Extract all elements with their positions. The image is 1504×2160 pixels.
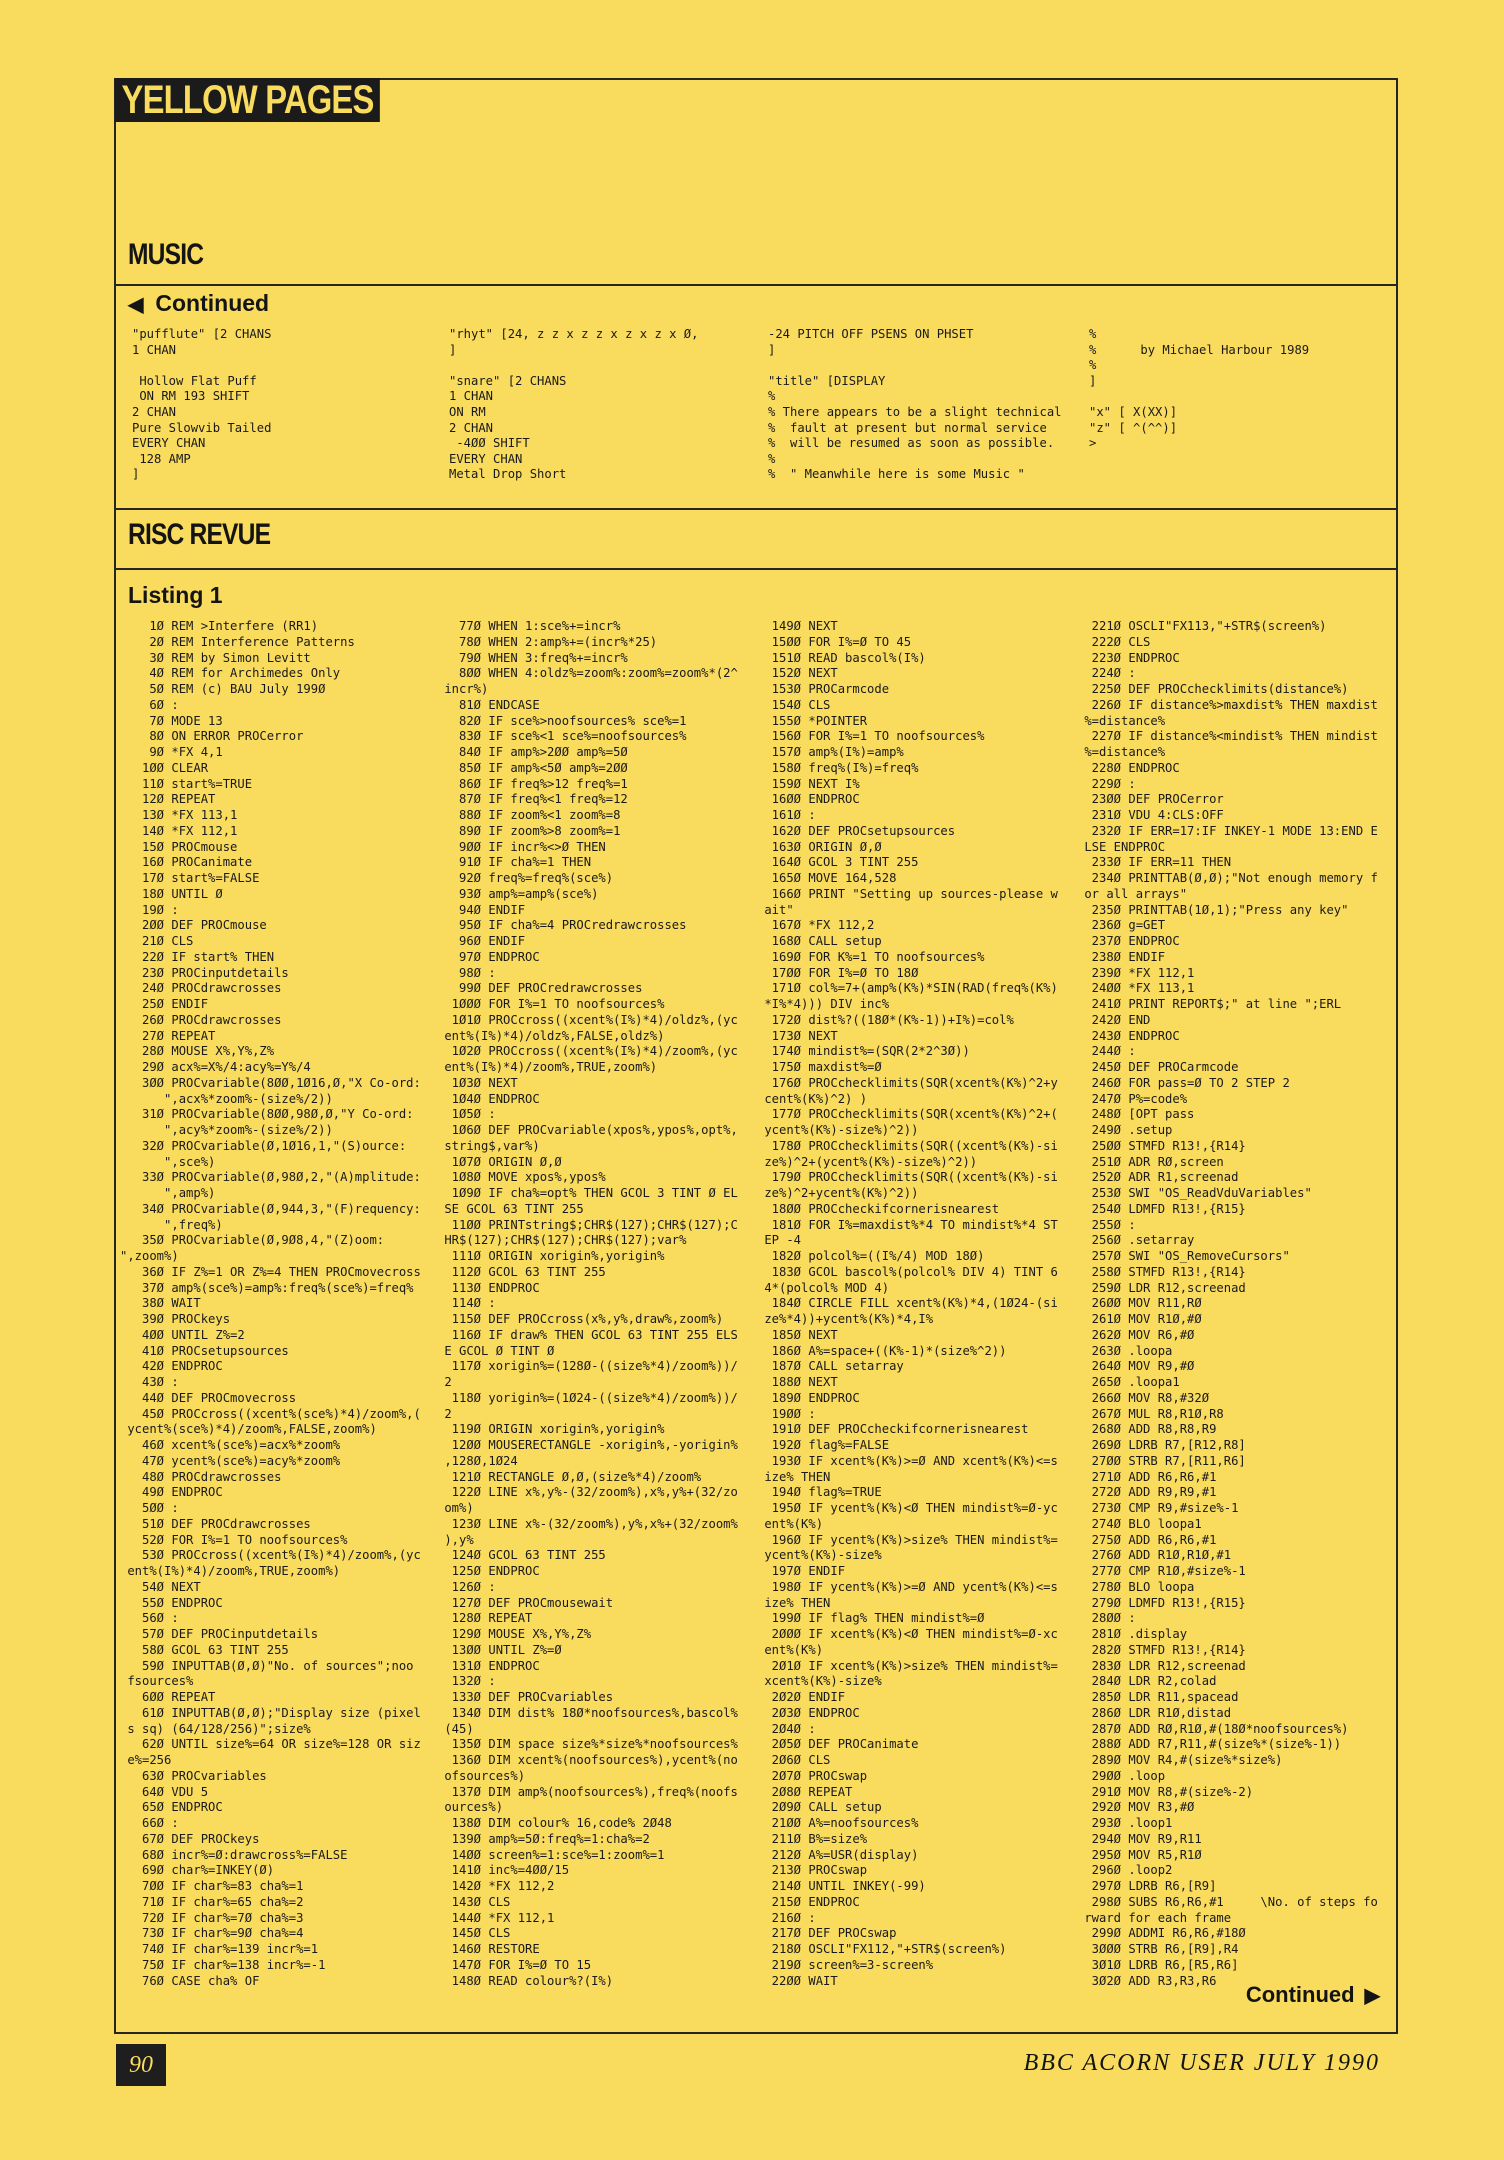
music-continued-text: Continued [155, 290, 270, 316]
listing-continued-text: Continued [1245, 1982, 1355, 2007]
right-arrow-icon: ▶ [1364, 1985, 1380, 2007]
music-column-3: -24 PITCH OFF PSENS ON PHSET ] "title" [DISPLAY % % There appears to be a slight technical % fault at present but normal service % will be resumed as soon as possible. % % " Meanwhile here is some Music " [768, 327, 1062, 482]
risc-rule [114, 568, 1398, 570]
listing-column-4: 221Ø OSCLI"FX113,"+STR$(screen%) 222Ø CLS 223Ø ENDPROC 224Ø : 225Ø DEF PROCchecklimits(distance%) 226Ø IF distance%>maxdist% THEN maxdist %=distance% 227Ø IF distance%<mindist% THEN mindist %=distance% 228Ø ENDPROC 229Ø : 23ØØ DEF PROCerror 231Ø VDU 4:CLS:OFF 232Ø IF ERR=17:IF INKEY-1 MODE 13:END E LSE ENDPROC 233Ø IF ERR=11 THEN 234Ø PRINTTAB(Ø,Ø);"Not enough memory f or all arrays" 235Ø PRINTTAB(1Ø,1);"Press any key" 236Ø g=GET 237Ø ENDPROC 238Ø ENDIF 239Ø *FX 112,1 24ØØ *FX 113,1 241Ø PRINT REPORT$;" at line ";ERL 242Ø END 243Ø ENDPROC 244Ø : 245Ø DEF PROCarmcode 246Ø FOR pass=Ø TO 2 STEP 2 247Ø P%=code% 248Ø [OPT pass 249Ø .setup 25ØØ STMFD R13!,{R14} 251Ø ADR RØ,screen 252Ø ADR R1,screenad 253Ø SWI "OS_ReadVduVariables" 254Ø LDMFD R13!,{R15} 255Ø : 256Ø .setarray 257Ø SWI "OS_RemoveCursors" 258Ø STMFD R13!,{R14} 259Ø LDR R12,screenad 26ØØ MOV R11,RØ 261Ø MOV R1Ø,#Ø 262Ø MOV R6,#Ø 263Ø .loopa 264Ø MOV R9,#Ø 265Ø .loopa1 266Ø MOV R8,#32Ø 267Ø MUL R8,R1Ø,R8 268Ø ADD R8,R8,R9 269Ø LDRB R7,[R12,R8] 27ØØ STRB R7,[R11,R6] 271Ø ADD R6,R6,#1 272Ø ADD R9,R9,#1 273Ø CMP R9,#size%-1 274Ø BLO loopa1 275Ø ADD R6,R6,#1 276Ø ADD R1Ø,R1Ø,#1 277Ø CMP R1Ø,#size%-1 278Ø BLO loopa 279Ø LDMFD R13!,{R15} 28ØØ : 281Ø .display 282Ø STMFD R13!,{R14} 283Ø LDR R12,screenad 284Ø LDR R2,colad 285Ø LDR R11,spacead 286Ø LDR R1Ø,distad 287Ø ADD RØ,R1Ø,#(18Ø*noofsources%) 288Ø ADD R7,R11,#(size%*(size%-1)) 289Ø MOV R4,#(size%*size%) 29ØØ .loop 291Ø MOV R8,#(size%-2) 292Ø MOV R3,#Ø 293Ø .loop1 294Ø MOV R9,R11 295Ø MOV R5,R1Ø 296Ø .loop2 297Ø LDRB R6,[R9] 298Ø SUBS R6,R6,#1 \No. of steps fo rward for each frame 299Ø ADDMI R6,R6,#18Ø 3ØØØ STRB R6,[R9],R4 3Ø1Ø LDRB R6,[R5,R6] 3Ø2Ø ADD R3,R3,R6 [1084, 619, 1378, 1988]
listing-column-3: 149Ø NEXT 15ØØ FOR I%=Ø TO 45 151Ø READ bascol%(I%) 152Ø NEXT 153Ø PROCarmcode 154Ø CLS 155Ø *POINTER 156Ø FOR I%=1 TO noofsources% 157Ø amp%(I%)=amp% 158Ø freq%(I%)=freq% 159Ø NEXT I% 16ØØ ENDPROC 161Ø : 162Ø DEF PROCsetupsources 163Ø ORIGIN Ø,Ø 164Ø GCOL 3 TINT 255 165Ø MOVE 164,528 166Ø PRINT "Setting up sources-please w ait" 167Ø *FX 112,2 168Ø CALL setup 169Ø FOR K%=1 TO noofsources% 17ØØ FOR I%=Ø TO 18Ø 171Ø col%=7+(amp%(K%)*SIN(RAD(freq%(K%) *I%*4))) DIV inc% 172Ø dist%?((18Ø*(K%-1))+I%)=col% 173Ø NEXT 174Ø mindist%=(SQR(2*2^3Ø)) 175Ø maxdist%=Ø 176Ø PROCchecklimits(SQR(xcent%(K%)^2+y cent%(K%)^2) ) 177Ø PROCchecklimits(SQR(xcent%(K%)^2+( ycent%(K%)-size%)^2)) 178Ø PROCchecklimits(SQR((xcent%(K%)-si ze%)^2+(ycent%(K%)-size%)^2)) 179Ø PROCchecklimits(SQR((xcent%(K%)-si ze%)^2+ycent%(K%)^2)) 18ØØ PROCcheckifcornerisnearest 181Ø FOR I%=maxdist%*4 TO mindist%*4 ST EP -4 182Ø polcol%=((I%/4) MOD 18Ø) 183Ø GCOL bascol%(polcol% DIV 4) TINT 6 4*(polcol% MOD 4) 184Ø CIRCLE FILL xcent%(K%)*4,(1Ø24-(si ze%*4))+ycent%(K%)*4,I% 185Ø NEXT 186Ø A%=space+((K%-1)*(size%^2)) 187Ø CALL setarray 188Ø NEXT 189Ø ENDPROC 19ØØ : 191Ø DEF PROCcheckifcornerisnearest 192Ø flag%=FALSE 193Ø IF xcent%(K%)>=Ø AND xcent%(K%)<=s ize% THEN 194Ø flag%=TRUE 195Ø IF ycent%(K%)<Ø THEN mindist%=Ø-yc ent%(K%) 196Ø IF ycent%(K%)>size% THEN mindist%= ycent%(K%)-size% 197Ø ENDIF 198Ø IF ycent%(K%)>=Ø AND ycent%(K%)<=s ize% THEN 199Ø IF flag% THEN mindist%=Ø 2ØØØ IF xcent%(K%)<Ø THEN mindist%=Ø-xc ent%(K%) 2Ø1Ø IF xcent%(K%)>size% THEN mindist%= xcent%(K%)-size% 2Ø2Ø ENDIF 2Ø3Ø ENDPROC 2Ø4Ø : 2Ø5Ø DEF PROCanimate 2Ø6Ø CLS 2Ø7Ø PROCswap 2Ø8Ø REPEAT 2Ø9Ø CALL setup 21ØØ A%=noofsources% 211Ø B%=size% 212Ø A%=USR(display) 213Ø PROCswap 214Ø UNTIL INKEY(-99) 215Ø ENDPROC 216Ø : 217Ø DEF PROCswap 218Ø OSCLI"FX112,"+STR$(screen%) 219Ø screen%=3-screen% 22ØØ WAIT [764, 619, 1058, 1988]
listing-title: Listing 1 [128, 582, 223, 608]
left-arrow-icon: ◀ [128, 294, 144, 316]
masthead: YELLOW PAGES [115, 78, 380, 122]
music-continued-label [128, 290, 269, 317]
music-column-1: "pufflute" [2 CHANS 1 CHAN Hollow Flat Puff ON RM 193 SHIFT 2 CHAN Pure Slowvib Tailed EVERY CHAN 128 AMP ] [132, 327, 272, 482]
music-rule [114, 284, 1398, 286]
listing-column-2: 77Ø WHEN 1:sce%+=incr% 78Ø WHEN 2:amp%+=(incr%*25) 79Ø WHEN 3:freq%+=incr% 8ØØ WHEN 4:oldz%=zoom%:zoom%=zoom%*(2^ incr%) 81Ø ENDCASE 82Ø IF sce%>noofsources% sce%=1 83Ø IF sce%<1 sce%=noofsources% 84Ø IF amp%>2ØØ amp%=5Ø 85Ø IF amp%<5Ø amp%=2ØØ 86Ø IF freq%>12 freq%=1 87Ø IF freq%<1 freq%=12 88Ø IF zoom%<1 zoom%=8 89Ø IF zoom%>8 zoom%=1 9ØØ IF incr%<>Ø THEN 91Ø IF cha%=1 THEN 92Ø freq%=freq%(sce%) 93Ø amp%=amp%(sce%) 94Ø ENDIF 95Ø IF cha%=4 PROCredrawcrosses 96Ø ENDIF 97Ø ENDPROC 98Ø : 99Ø DEF PROCredrawcrosses 1ØØØ FOR I%=1 TO noofsources% 1Ø1Ø PROCcross((xcent%(I%)*4)/oldz%,(yc ent%(I%)*4)/oldz%,FALSE,oldz%) 1Ø2Ø PROCcross((xcent%(I%)*4)/zoom%,(yc ent%(I%)*4)/zoom%,TRUE,zoom%) 1Ø3Ø NEXT 1Ø4Ø ENDPROC 1Ø5Ø : 1Ø6Ø DEF PROCvariable(xpos%,ypos%,opt%, string$,var%) 1Ø7Ø ORIGIN Ø,Ø 1Ø8Ø MOVE xpos%,ypos% 1Ø9Ø IF cha%=opt% THEN GCOL 3 TINT Ø EL SE GCOL 63 TINT 255 11ØØ PRINTstring$;CHR$(127);CHR$(127);C HR$(127);CHR$(127);CHR$(127);var% 111Ø ORIGIN xorigin%,yorigin% 112Ø GCOL 63 TINT 255 113Ø ENDPROC 114Ø : 115Ø DEF PROCcross(x%,y%,draw%,zoom%) 116Ø IF draw% THEN GCOL 63 TINT 255 ELS E GCOL Ø TINT Ø 117Ø xorigin%=(128Ø-((size%*4)/zoom%))/ 2 118Ø yorigin%=(1Ø24-((size%*4)/zoom%))/ 2 119Ø ORIGIN xorigin%,yorigin% 12ØØ MOUSERECTANGLE -xorigin%,-yorigin% ,128Ø,1Ø24 121Ø RECTANGLE Ø,Ø,(size%*4)/zoom% 122Ø LINE x%,y%-(32/zoom%),x%,y%+(32/zo om%) 123Ø LINE x%-(32/zoom%),y%,x%+(32/zoom% ),y% 124Ø GCOL 63 TINT 255 125Ø ENDPROC 126Ø : 127Ø DEF PROCmousewait 128Ø REPEAT 129Ø MOUSE X%,Y%,Z% 13ØØ UNTIL Z%=Ø 131Ø ENDPROC 132Ø : 133Ø DEF PROCvariables 134Ø DIM dist% 18Ø*noofsources%,bascol% (45) 135Ø DIM space size%*size%*noofsources% 136Ø DIM xcent%(noofsources%),ycent%(no ofsources%) 137Ø DIM amp%(noofsources%),freq%(noofs ources%) 138Ø DIM colour% 16,code% 2Ø48 139Ø amp%=5Ø:freq%=1:cha%=2 14ØØ screen%=1:sce%=1:zoom%=1 141Ø inc%=4ØØ/15 142Ø *FX 112,2 143Ø CLS 144Ø *FX 112,1 145Ø CLS 146Ø RESTORE 147Ø FOR I%=Ø TO 15 148Ø READ colour%?(I%) [444, 619, 738, 1988]
music-column-4: % % by Michael Harbour 1989 % ] "x" [ X(XX)] "z" [ ^(^^)] > [1089, 327, 1310, 451]
music-bottom-rule [114, 508, 1398, 510]
listing-column-1: 1Ø REM >Interfere (RR1) 2Ø REM Interference Patterns 3Ø REM by Simon Levitt 4Ø REM for Archimedes Only 5Ø REM (c) BAU July 199Ø 6Ø : 7Ø MODE 13 8Ø ON ERROR PROCerror 9Ø *FX 4,1 1ØØ CLEAR 11Ø start%=TRUE 12Ø REPEAT 13Ø *FX 113,1 14Ø *FX 112,1 15Ø PROCmouse 16Ø PROCanimate 17Ø start%=FALSE 18Ø UNTIL Ø 19Ø : 2ØØ DEF PROCmouse 21Ø CLS 22Ø IF start% THEN 23Ø PROCinputdetails 24Ø PROCdrawcrosses 25Ø ENDIF 26Ø PROCdrawcrosses 27Ø REPEAT 28Ø MOUSE X%,Y%,Z% 29Ø acx%=X%/4:acy%=Y%/4 3ØØ PROCvariable(8ØØ,1Ø16,Ø,"X Co-ord: ",acx%*zoom%-(size%/2)) 31Ø PROCvariable(8ØØ,98Ø,Ø,"Y Co-ord: ",acy%*zoom%-(size%/2)) 32Ø PROCvariable(Ø,1Ø16,1,"(S)ource: ",sce%) 33Ø PROCvariable(Ø,98Ø,2,"(A)mplitude: ",amp%) 34Ø PROCvariable(Ø,944,3,"(F)requency: ",freq%) 35Ø PROCvariable(Ø,9Ø8,4,"(Z)oom: ",zoom%) 36Ø IF Z%=1 OR Z%=4 THEN PROCmovecross 37Ø amp%(sce%)=amp%:freq%(sce%)=freq% 38Ø WAIT 39Ø PROCkeys 4ØØ UNTIL Z%=2 41Ø PROCsetupsources 42Ø ENDPROC 43Ø : 44Ø DEF PROCmovecross 45Ø PROCcross((xcent%(sce%)*4)/zoom%,( ycent%(sce%)*4)/zoom%,FALSE,zoom%) 46Ø xcent%(sce%)=acx%*zoom% 47Ø ycent%(sce%)=acy%*zoom% 48Ø PROCdrawcrosses 49Ø ENDPROC 5ØØ : 51Ø DEF PROCdrawcrosses 52Ø FOR I%=1 TO noofsources% 53Ø PROCcross((xcent%(I%)*4)/zoom%,(yc ent%(I%)*4)/zoom%,TRUE,zoom%) 54Ø NEXT 55Ø ENDPROC 56Ø : 57Ø DEF PROCinputdetails 58Ø GCOL 63 TINT 255 59Ø INPUTTAB(Ø,Ø)"No. of sources";noo fsources% 6ØØ REPEAT 61Ø INPUTTAB(Ø,Ø);"Display size (pixel s sq) (64/128/256)";size% 62Ø UNTIL size%=64 OR size%=128 OR siz e%=256 63Ø PROCvariables 64Ø VDU 5 65Ø ENDPROC 66Ø : 67Ø DEF PROCkeys 68Ø incr%=Ø:drawcross%=FALSE 69Ø char%=INKEY(Ø) 7ØØ IF char%=83 cha%=1 71Ø IF char%=65 cha%=2 72Ø IF char%=7Ø cha%=3 73Ø IF char%=9Ø cha%=4 74Ø IF char%=139 incr%=1 75Ø IF char%=138 incr%=-1 76Ø CASE cha% OF [120, 619, 421, 1988]
risc-section-title: RISC REVUE [128, 518, 271, 551]
music-column-2: "rhyt" [24, z z x z z x z x z x Ø, ] "snare" [2 CHANS 1 CHAN ON RM 2 CHAN -4ØØ SHIFT EVERY CHAN Metal Drop Short [449, 327, 699, 482]
page-number: 90 [116, 2044, 166, 2086]
music-section-title: MUSIC [128, 238, 204, 271]
listing-continued-label [1246, 1982, 1380, 2008]
publication-footer: BBC ACORN USER JULY 1990 [1023, 2050, 1380, 2076]
